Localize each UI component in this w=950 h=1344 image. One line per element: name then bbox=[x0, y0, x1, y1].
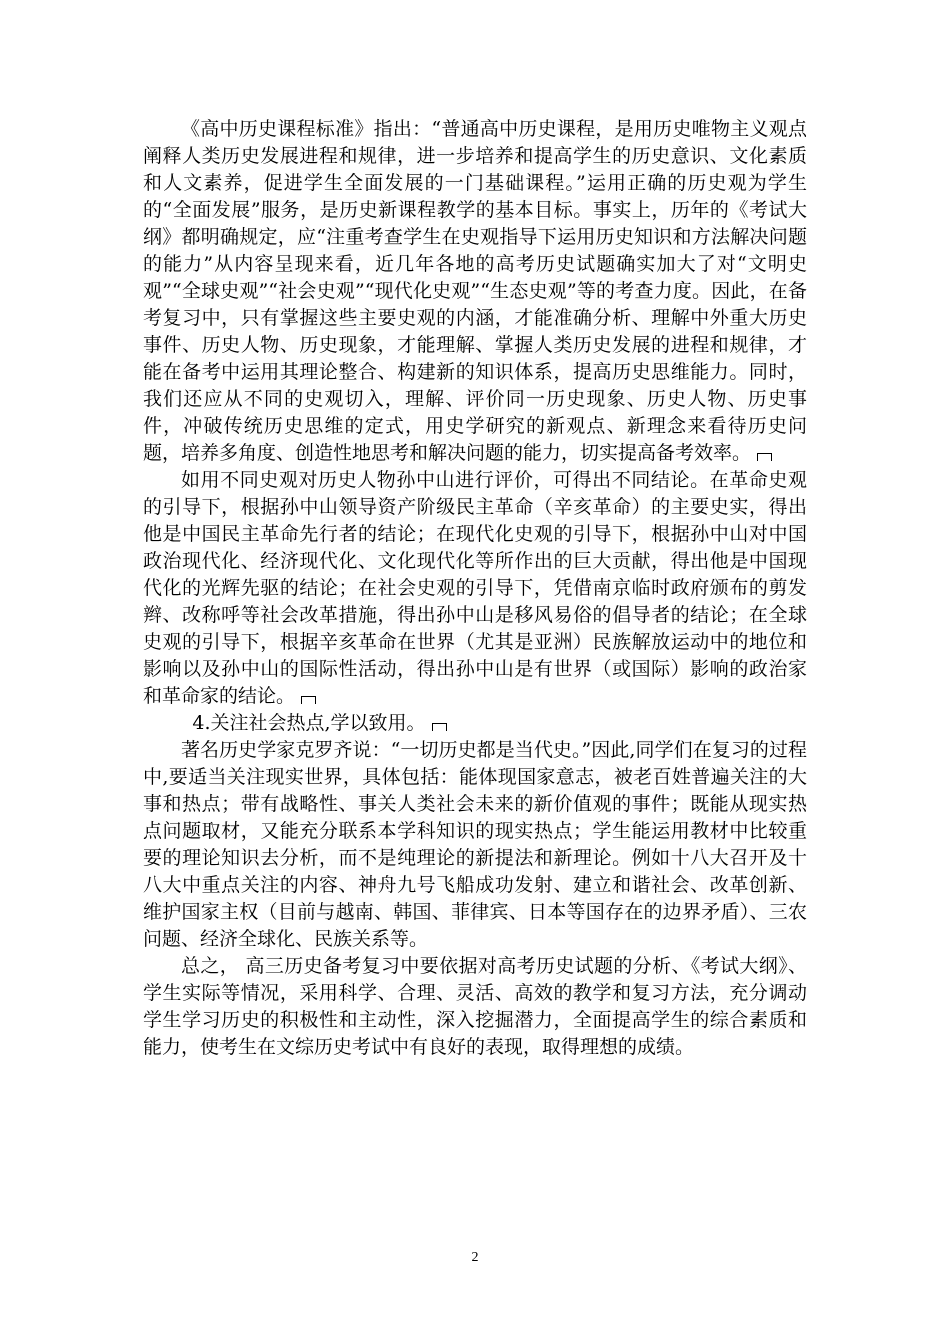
paragraph-text: 著名历史学家克罗齐说：“一切历史都是当代史。”因此,同学们在复习的过程中,要适当关注现实世界，具体包括：能体现国家意志，被老百姓普遍关注的大事和热点；带有战略性、事关人类社会未来的新价值观的事件；既能从现实热点问题取材，又能充分联系本学科知识的现实热点；学生能运用教材中比较重要的理论知识去分析，而不是纯理论的新提法和新理论。例如十八大召开及十八大中重点关注的内容、神舟九号飞船成功发射、建立和谐社会、改革创新、维护国家主权（目前与越南、韩国、菲律宾、日本等国存在的边界矛盾）、三农问题、经济全球化、民族关系等。 bbox=[143, 739, 807, 950]
paragraph-text: 总之， 高三历史备考复习中要依据对高考历史试题的分析、《考试大纲》、学生实际等情况，采用科学、合理、灵活、高效的教学和复习方法，充分调动学生学习历史的积极性和主动性，深入挖掘潜力，全面提高学生的综合素质和能力，使考生在文综历史考试中有良好的表现，取得理想的成绩。 bbox=[143, 955, 807, 1058]
paragraph-text: 如用不同史观对历史人物孙中山进行评价，可得出不同结论。在革命史观的引导下，根据孙中山领导资产阶级民主革命（辛亥革命）的主要史实，得出他是中国民主革命先行者的结论；在现代化史观的引导下，根据孙中山对中国政治现代化、经济现代化、文化现代化等所作出的巨大贡献，得出他是中国现代化的光辉先驱的结论；在社会史观的引导下，凭借南京临时政府颁布的剪发辫、改称呼等社会改革措施，得出孙中山是移风易俗的倡导者的结论；在全球史观的引导下，根据辛亥革命在世界（尤其是亚洲）民族解放运动中的地位和影响以及孙中山的国际性活动，得出孙中山是有世界（或国际）影响的政治家和革命家的结论。 bbox=[143, 469, 807, 707]
page-number: 2 bbox=[471, 1250, 479, 1265]
heading-text: 4.关注社会热点,学以致用。 bbox=[192, 712, 426, 734]
paragraph-mark-icon bbox=[757, 453, 772, 461]
paragraph-sun-yat-sen bbox=[143, 467, 807, 710]
section-heading bbox=[143, 710, 807, 737]
paragraph-mark-icon bbox=[432, 723, 447, 731]
document-body bbox=[143, 116, 807, 1061]
paragraph-conclusion bbox=[143, 953, 807, 1061]
paragraph-current-affairs bbox=[143, 737, 807, 953]
paragraph-text: 《高中历史课程标准》指出：“普通高中历史课程，是用历史唯物主义观点阐释人类历史发展进程和规律，进一步培养和提高学生的历史意识、文化素质和人文素养，促进学生全面发展的一门基础课程。”运用正确的历史观为学生的“全面发展”服务，是历史新课程教学的基本目标。事实上，历年的《考试大纲》都明确规定，应“注重考查学生在史观指导下运用历史知识和方法解决问题的能力”从内容呈现来看，近几年各地的高考历史试题确实加大了对“文明史观”“全球史观”“社会史观”“现代化史观”“生态史观”等的考查力度。因此，在备考复习中，只有掌握这些主要史观的内涵，才能准确分析、理解中外重大历史事件、历史人物、历史现象，才能理解、掌握人类历史发展的进程和规律，才能在备考中运用其理论整合、构建新的知识体系，提高历史思维能力。同时，我们还应从不同的史观切入，理解、评价同一历史现象、历史人物、历史事件，冲破传统历史思维的定式，用史学研究的新观点、新理念来看待历史问题，培养多角度、创造性地思考和解决问题的能力，切实提高备考效率。 bbox=[143, 118, 807, 464]
paragraph-curriculum-standard bbox=[143, 116, 807, 467]
paragraph-mark-icon bbox=[301, 696, 316, 704]
